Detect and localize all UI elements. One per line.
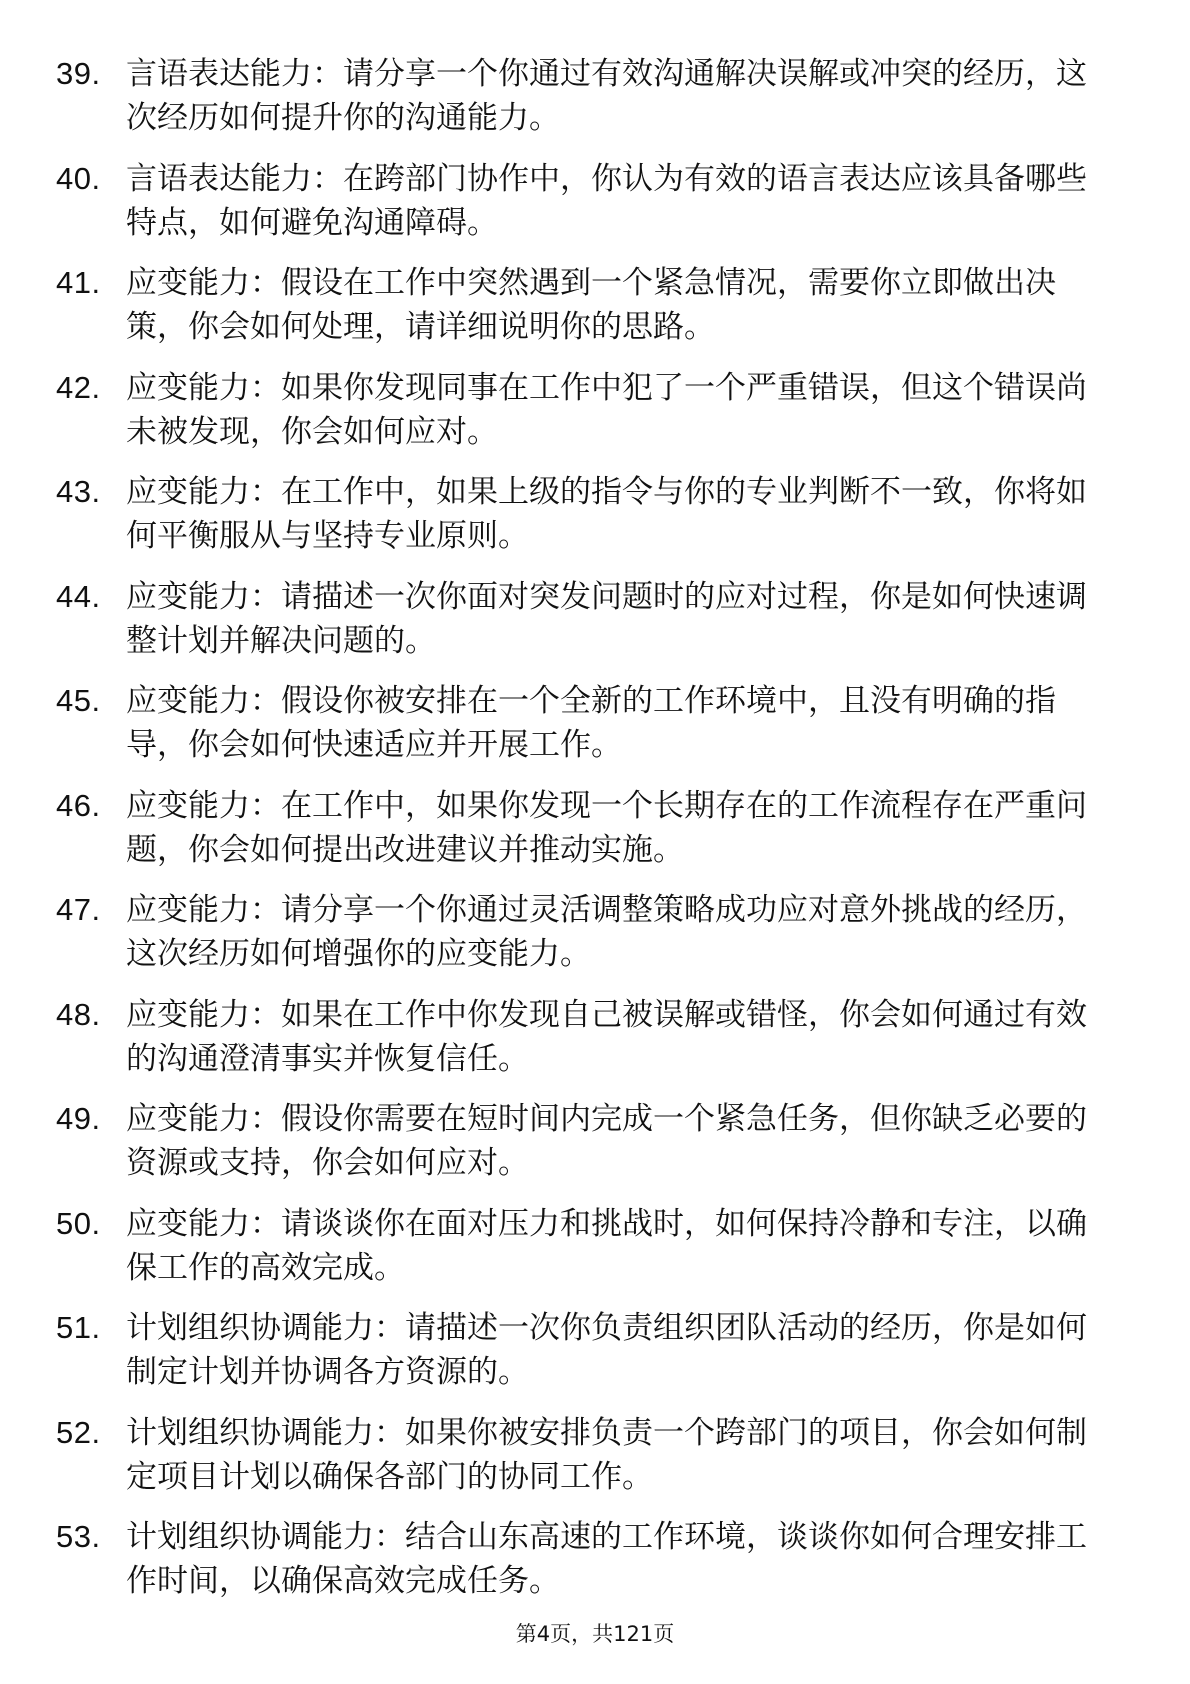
question-text: 计划组织协调能力：请描述一次你负责组织团队活动的经历，你是如何制定计划并协调各方资源的。 [126, 1310, 1087, 1390]
question-number: 43. [56, 474, 101, 509]
question-item [56, 1097, 1116, 1185]
question-item [56, 157, 1116, 245]
question-item [56, 1515, 1116, 1603]
question-text: 应变能力：假设在工作中突然遇到一个紧急情况，需要你立即做出决策，你会如何处理，请详细说明你的思路。 [126, 265, 1056, 345]
question-item [56, 1306, 1116, 1394]
question-text: 应变能力：假设你需要在短时间内完成一个紧急任务，但你缺乏必要的资源或支持，你会如何应对。 [126, 1101, 1087, 1181]
page-number-label: 第4页，共121页 [515, 1622, 675, 1646]
question-item [56, 1411, 1116, 1499]
question-text: 言语表达能力：在跨部门协作中，你认为有效的语言表达应该具备哪些特点，如何避免沟通障碍。 [126, 160, 1087, 241]
question-number: 41. [56, 265, 101, 300]
question-item [56, 993, 1116, 1081]
question-item [56, 366, 1116, 454]
question-text: 应变能力：假设你被安排在一个全新的工作环境中，且没有明确的指导，你会如何快速适应并开展工作。 [126, 683, 1056, 763]
question-number: 45. [56, 683, 101, 718]
question-number: 53. [56, 1519, 101, 1554]
page-footer [0, 1620, 1190, 1648]
question-number: 44. [56, 578, 101, 614]
question-text: 计划组织协调能力：如果你被安排负责一个跨部门的项目，你会如何制定项目计划以确保各部门的协同工作。 [126, 1414, 1087, 1495]
question-number: 52. [56, 1414, 101, 1450]
question-item [56, 52, 1116, 140]
question-text: 应变能力：请描述一次你面对突发问题时的应对过程，你是如何快速调整计划并解决问题的。 [126, 578, 1087, 659]
question-number: 51. [56, 1310, 101, 1345]
question-text: 计划组织协调能力：结合山东高速的工作环境，谈谈你如何合理安排工作时间，以确保高效完成任务。 [126, 1519, 1087, 1599]
question-list [56, 52, 1116, 1620]
question-item [56, 784, 1116, 872]
question-item [56, 888, 1116, 976]
question-text: 言语表达能力：请分享一个你通过有效沟通解决误解或冲突的经历，这次经历如何提升你的沟通能力。 [126, 56, 1087, 136]
question-item [56, 261, 1116, 349]
question-text: 应变能力：在工作中，如果上级的指令与你的专业判断不一致，你将如何平衡服从与坚持专业原则。 [126, 474, 1087, 554]
question-text: 应变能力：如果在工作中你发现自己被误解或错怪，你会如何通过有效的沟通澄清事实并恢复信任。 [126, 996, 1087, 1077]
question-number: 40. [56, 160, 101, 196]
question-number: 50. [56, 1205, 101, 1241]
question-item [56, 1202, 1116, 1290]
question-item [56, 679, 1116, 767]
question-text: 应变能力：请谈谈你在面对压力和挑战时，如何保持冷静和专注，以确保工作的高效完成。 [126, 1205, 1087, 1286]
question-number: 47. [56, 892, 101, 927]
question-number: 49. [56, 1101, 101, 1136]
question-text: 应变能力：请分享一个你通过灵活调整策略成功应对意外挑战的经历，这次经历如何增强你的应变能力。 [126, 892, 1087, 972]
question-text: 应变能力：在工作中，如果你发现一个长期存在的工作流程存在严重问题，你会如何提出改进建议并推动实施。 [126, 787, 1087, 868]
question-item [56, 575, 1116, 663]
question-number: 39. [56, 56, 101, 91]
question-number: 42. [56, 369, 101, 405]
question-number: 48. [56, 996, 101, 1032]
question-item [56, 470, 1116, 558]
question-text: 应变能力：如果你发现同事在工作中犯了一个严重错误，但这个错误尚未被发现，你会如何应对。 [126, 369, 1087, 450]
question-number: 46. [56, 787, 101, 823]
